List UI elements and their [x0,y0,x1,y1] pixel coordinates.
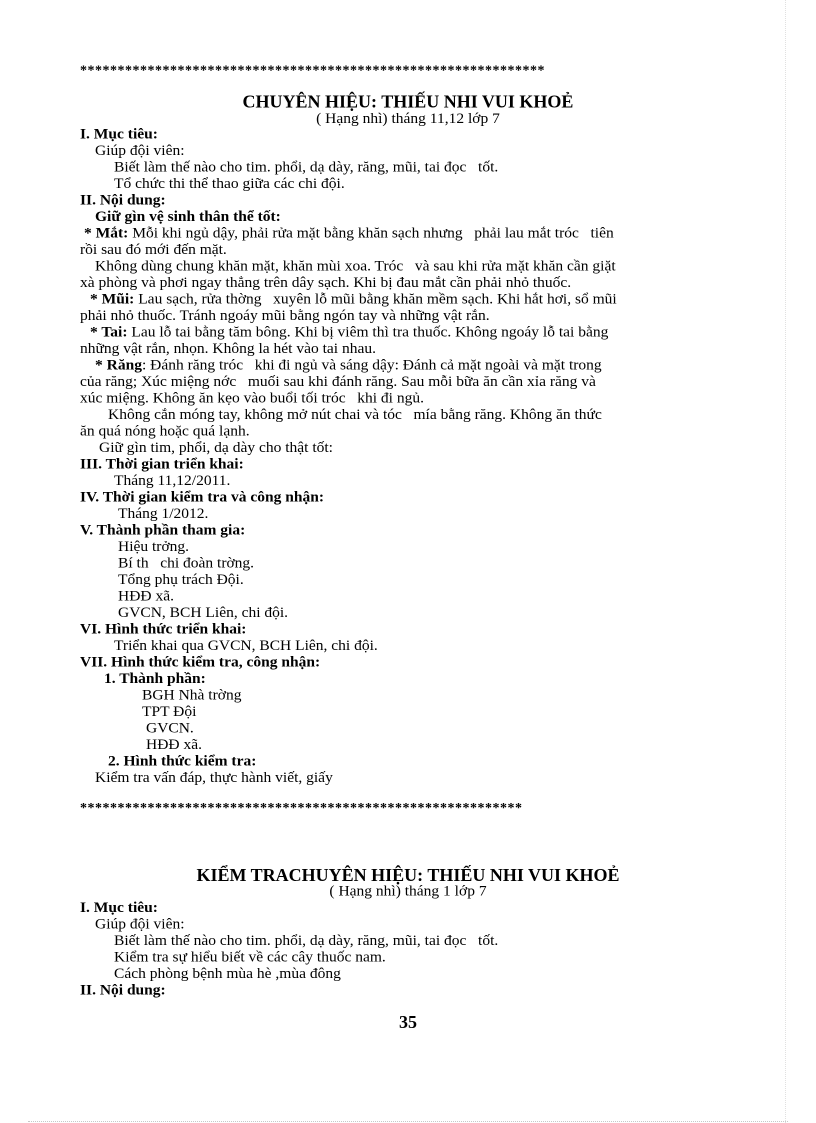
list-item: Tổng phụ trách Đội. [118,571,244,588]
section1-kiem-tra-value: Tháng 1/2012. [118,505,209,522]
section1-heading-hinh-thuc: VI. Hình thức triển khai: [80,620,247,638]
section2-heading-muc-tieu: I. Mục tiêu: [80,899,158,916]
list-item: TPT Đội [142,703,197,720]
section1-kt-hinh-thuc-value: Kiểm tra vấn đáp, thực hành viết, giấy [95,769,333,786]
section1-hinh-thuc-value: Triển khai qua GVCN, BCH Liên, chi đội. [114,637,378,654]
section1-heading-thoi-gian: III. Thời gian triển khai: [80,455,244,473]
star-separator-top: ************************************************************** [80,64,545,79]
page-right-border [785,0,786,1123]
list-item: BGH Nhà trờng [142,686,242,704]
section2-title: KIỂM TRACHUYÊN HIỆU: THIẾU NHI VUI KHOẺ [196,865,620,885]
section1-tai-line-1 [90,325,608,341]
list-item: HĐĐ xã. [118,587,174,605]
list-item: Bí th chi đoàn trờng. [118,554,255,572]
rang-text-1: : Đánh răng tróc khi đi ngủ và sáng dậy: Đánh cả mặt ngoài và mặt trong [141,356,602,374]
section1-giu-gin-ve-sinh: Giữ gìn vệ sinh thân thể tốt: [95,208,281,226]
section1-rang-line-1 [95,358,602,374]
tai-text-1: Lau lỗ tai bằng tăm bông. Khi bị viêm thì tra thuốc. Không ngoáy lỗ tai bằng [127,323,609,341]
rang-label: * Răng [95,356,142,374]
mat-text-1: Mỗi khi ngủ dậy, phải rửa mặt bằng khăn sạch nhưng phải lau mắt tróc tiên [128,225,614,242]
section1-mat-line-2: rồi sau đó mới đến mặt. [80,241,227,259]
section1-heading-thanh-phan: V. Thành phần tham gia: [80,521,246,539]
section1-tai-line-2: những vật rắn, nhọn. Không la hét vào tai nhau. [80,340,376,357]
section1-giu-gin-tim: Giữ gìn tim, phổi, dạ dày cho thật tốt: [99,439,333,456]
section1-khan-line-1: Không dùng chung khăn mặt, khăn mùi xoa. Tróc và sau khi rửa mặt khăn cần giặt [95,258,616,275]
section1-subtitle: ( Hạng nhì) tháng 11,12 lớp 7 [316,110,500,128]
section2-muc-tieu-2: Kiểm tra sự hiểu biết về các cây thuốc nam. [114,948,386,966]
section2-heading-noi-dung: II. Nội dung: [80,981,166,999]
section1-rang-line-3: xúc miệng. Không ăn kẹo vào buổi tối tróc khi đi ngủ. [80,389,424,407]
section1-khan-line-2: xà phòng và phơi ngay thẳng trên dây sạch. Khi bị đau mắt cần phải nhỏ thuốc. [80,274,572,291]
section2-subtitle: ( Hạng nhì) tháng 1 lớp 7 [329,882,487,900]
mui-text-1: Lau sạch, rửa thờng xuyên lỗ mũi bằng khăn mềm sạch. Khi hắt hơi, sổ mũi [134,291,617,308]
section2-giup-doi-vien: Giúp đội viên: [95,915,185,933]
section1-heading-muc-tieu: I. Mục tiêu: [80,126,158,143]
section1-mong-line-1: Không cắn móng tay, không mở nút chai và tóc mía bằng răng. Không ăn thức [108,406,602,423]
section1-mong-line-2: ăn quá nóng hoặc quá lạnh. [80,422,250,440]
list-item: Hiệu trởng. [118,538,190,555]
section1-muc-tieu-2: Tổ chức thi thể thao giữa các chi đội. [114,175,345,193]
section1-muc-tieu-1: Biết làm thế nào cho tim. phổi, dạ dày, răng, mũi, tai đọc tốt. [114,159,499,176]
section2-muc-tieu-1: Biết làm thế nào cho tim. phổi, dạ dày, răng, mũi, tai đọc tốt. [114,932,499,949]
section1-kt-hinh-thuc: 2. Hình thức kiểm tra: [108,752,257,770]
mui-label: * Mũi: [90,291,135,308]
section1-mui-line-1 [90,292,617,308]
section1-mui-line-2: phải nhỏ thuốc. Tránh ngoáy mũi bằng ngón tay và những vật rắn. [80,307,490,324]
section1-thoi-gian-value: Tháng 11,12/2011. [114,472,231,489]
star-separator-bottom: *********************************************************** [80,801,523,816]
page-number: 35 [399,1012,417,1033]
mat-label: * Mắt: [84,225,129,242]
section1-title: CHUYÊN HIỆU: THIẾU NHI VUI KHOẺ [242,92,574,112]
section1-heading-kiem-tra: IV. Thời gian kiểm tra và công nhận: [80,488,325,506]
list-item: GVCN. [146,719,194,737]
section1-kt-thanh-phan: 1. Thành phần: [104,670,206,687]
list-item: HĐĐ xã. [146,736,202,753]
section1-heading-hinh-thuc-kiem-tra: VII. Hình thức kiểm tra, công nhận: [80,653,321,671]
section1-rang-line-2: của răng; Xúc miệng nớc muối sau khi đánh răng. Sau mỗi bữa ăn cần xỉa răng và [80,373,596,390]
section1-mat-line-1 [84,226,614,242]
section1-giup-doi-vien: Giúp đội viên: [95,142,185,160]
section2-muc-tieu-3: Cách phòng bệnh mùa hè ,mùa đông [114,965,341,982]
list-item: GVCN, BCH Liên, chi đội. [118,604,289,621]
tai-label: * Tai: [90,323,128,341]
page-bottom-border [28,1121,788,1122]
section1-heading-noi-dung: II. Nội dung: [80,192,166,209]
